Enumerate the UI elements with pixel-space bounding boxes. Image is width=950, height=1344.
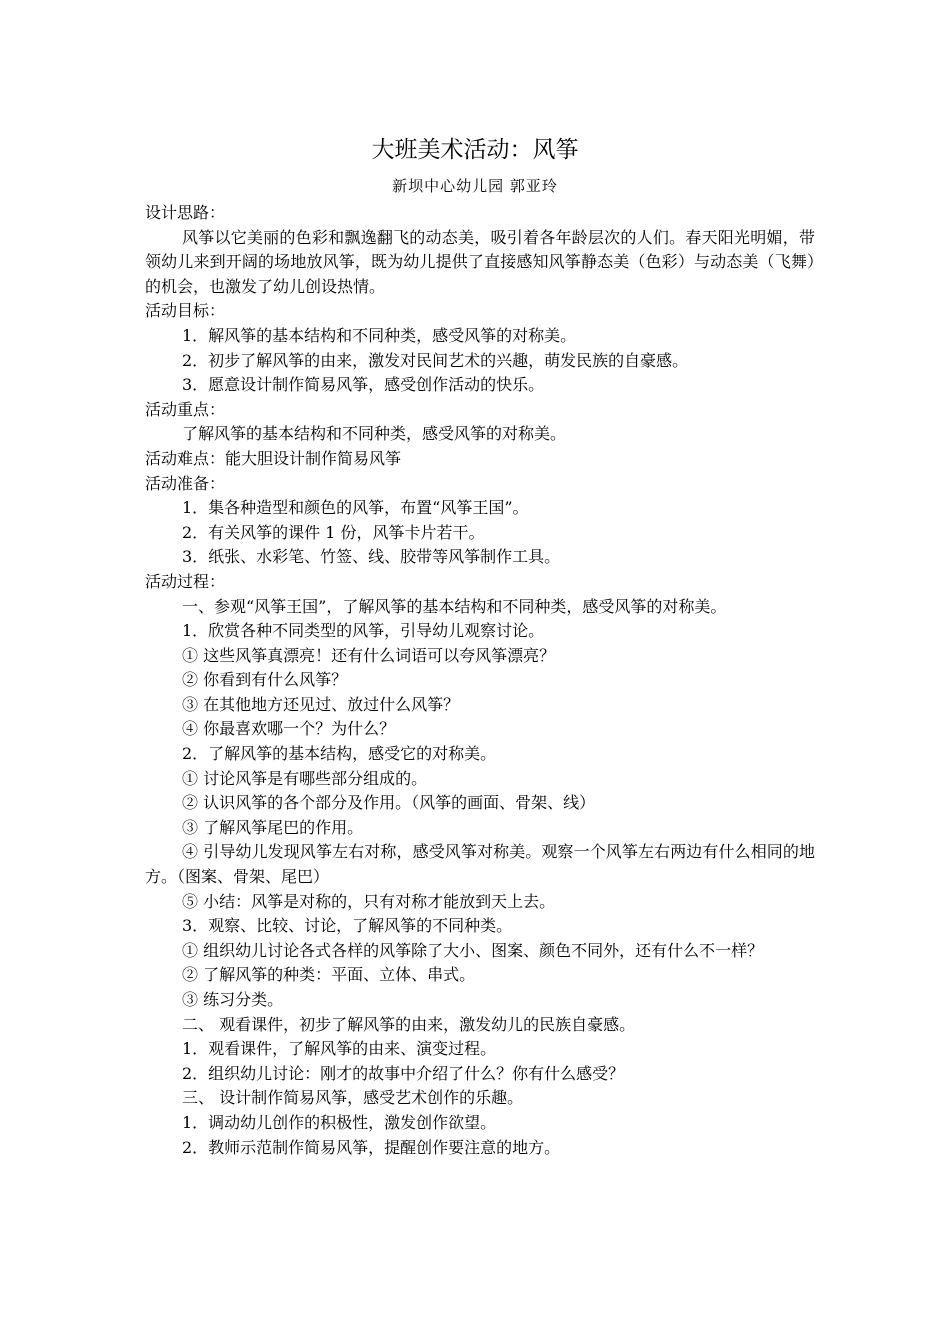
paragraph: 一、参观“风筝王国”，了解风筝的基本结构和不同种类，感受风筝的对称美。 [182, 596, 727, 616]
paragraph: ② 你看到有什么风筝？ [182, 670, 348, 690]
paragraph: ③ 了解风筝尾巴的作用。 [182, 817, 364, 837]
document-title: 大班美术活动：风筝 [371, 137, 579, 163]
paragraph: 3．观察、比较、讨论，了解风筝的不同种类。 [182, 916, 513, 936]
paragraph: 活动目标： [145, 301, 226, 321]
paragraph: ① 讨论风筝是有哪些部分组成的。 [182, 768, 428, 788]
paragraph: 了解风筝的基本结构和不同种类，感受风筝的对称美。 [182, 424, 567, 444]
paragraph: ③ 练习分类。 [182, 990, 284, 1009]
paragraph: 1．欣赏各种不同类型的风筝，引导幼儿观察讨论。 [182, 621, 545, 641]
paragraph: 活动难点：能大胆设计制作简易风筝 [145, 448, 402, 468]
paragraph: 2．教师示范制作简易风筝，提醒创作要注意的地方。 [182, 1137, 561, 1157]
paragraph: 1．集各种造型和颜色的风筝，布置“风筝王国”。 [182, 498, 529, 518]
document-author: 新坝中心幼儿园 郭亚玲 [392, 177, 558, 195]
paragraph: 2．组织幼儿讨论：刚才的故事中介绍了什么？你有什么感受？ [182, 1063, 625, 1083]
paragraph: 设计思路： [145, 203, 226, 222]
paragraph: ③ 在其他地方还见过、放过什么风筝？ [182, 694, 460, 714]
paragraph: 1．观看课件，了解风筝的由来、演变过程。 [182, 1039, 497, 1059]
paragraph: 1．解风筝的基本结构和不同种类，感受风筝的对称美。 [182, 325, 577, 345]
paragraph: ② 认识风筝的各个部分及作用。（风筝的画面、骨架、线） [182, 793, 596, 813]
paragraph: 1．调动幼儿创作的积极性，激发创作欲望。 [182, 1112, 497, 1132]
paragraph: ① 组织幼儿讨论各式各样的风筝除了大小、图案、颜色不同外，还有什么不一样？ [182, 940, 764, 960]
paragraph: 3．愿意设计制作简易风筝，感受创作活动的快乐。 [182, 375, 545, 395]
paragraph: ⑤ 小结：风筝是对称的，只有对称才能放到天上去。 [182, 891, 556, 911]
paragraph: 二、 观看课件，初步了解风筝的由来，激发幼儿的民族自豪感。 [182, 1014, 636, 1034]
paragraph: 2．初步了解风筝的由来，激发对民间艺术的兴趣，萌发民族的自豪感。 [182, 350, 689, 370]
paragraph: 三、 设计制作简易风筝，感受艺术创作的乐趣。 [182, 1088, 524, 1108]
paragraph: 3．纸张、水彩笔、竹签、线、胶带等风筝制作工具。 [182, 547, 561, 567]
paragraph: ② 了解风筝的种类：平面、立体、串式。 [182, 965, 476, 985]
paragraph: 2．了解风筝的基本结构，感受它的对称美。 [182, 744, 497, 764]
paragraph: ④ 引导幼儿发现风筝左右对称，感受风筝对称美。观察一个风筝左右两边有什么相同的地方。（图案、骨架、尾巴） [145, 842, 815, 887]
paragraph: ① 这些风筝真漂亮！还有什么词语可以夸风筝漂亮？ [182, 645, 556, 665]
paragraph: 2．有关风筝的课件 1 份，风筝卡片若干。 [182, 522, 485, 542]
paragraph: 活动重点： [145, 399, 226, 419]
paragraph: ④ 你最喜欢哪一个？为什么？ [182, 719, 396, 739]
paragraph: 风筝以它美丽的色彩和飘逸翻飞的动态美，吸引着各年龄层次的人们。春天阳光明媚，带领幼儿来到开阔的场地放风筝，既为幼儿提供了直接感知风筝静态美（色彩）与动态美（飞舞）的机会，也激发了幼儿创设热情。 [145, 227, 815, 296]
document-body [145, 201, 815, 1160]
paragraph: 活动准备： [145, 473, 226, 493]
paragraph: 活动过程： [145, 571, 226, 591]
